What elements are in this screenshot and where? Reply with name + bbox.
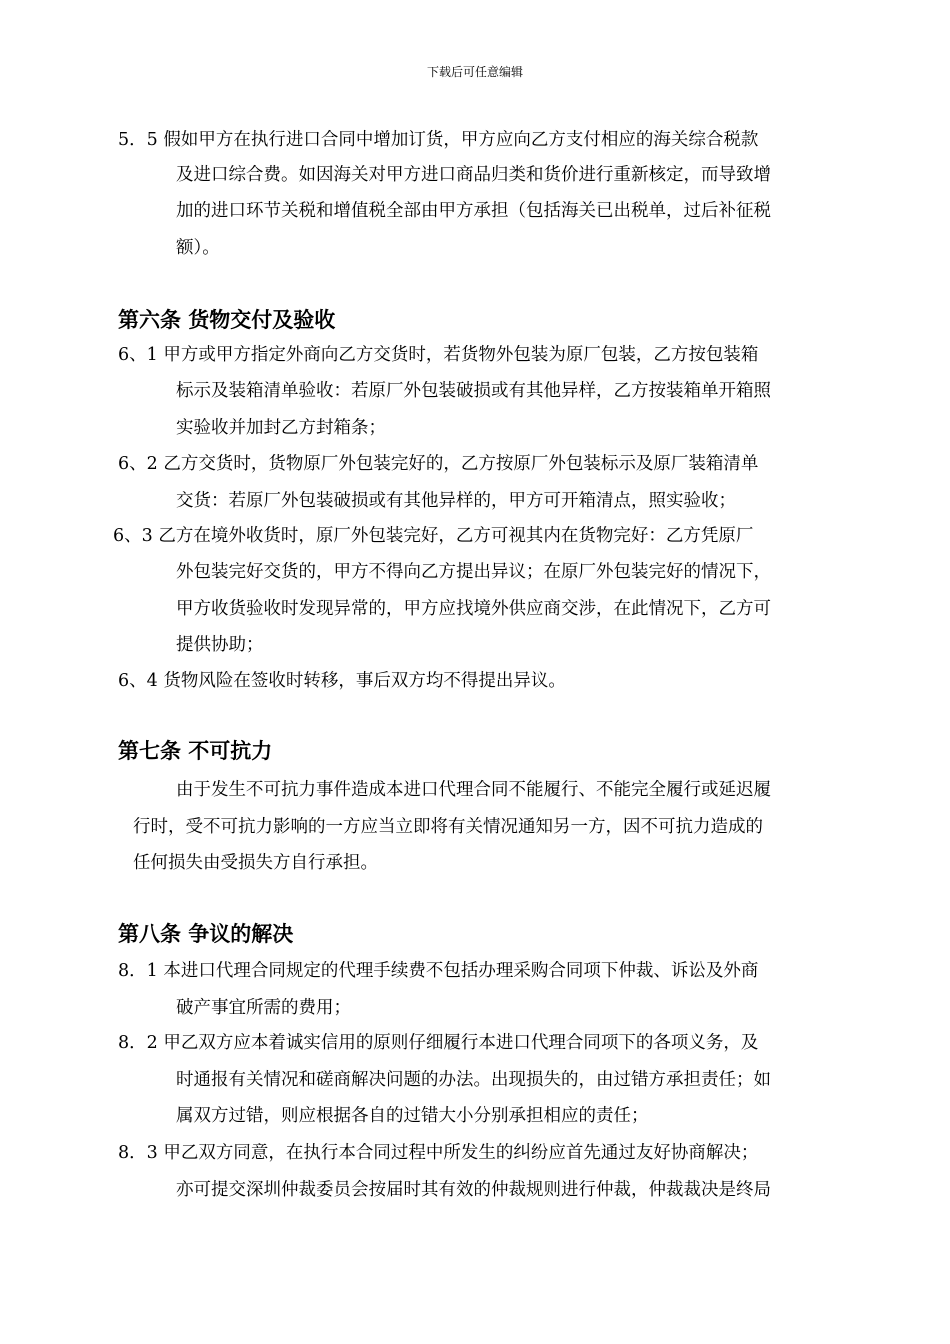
clause-8-2-line-2: 时通报有关情况和磋商解决问题的办法。出现损失的，由过错方承担责任；如 bbox=[176, 1070, 771, 1090]
clause-6-4-line-1: 6、4 货物风险在签收时转移，事后双方均不得提出异议。 bbox=[118, 671, 566, 691]
article-8-heading: 第八条 争议的解决 bbox=[118, 922, 294, 946]
clause-8-3-line-1: 8．3 甲乙双方同意，在执行本合同过程中所发生的纠纷应首先通过友好协商解决； bbox=[118, 1143, 759, 1163]
clause-6-2-line-1: 6、2 乙方交货时，货物原厂外包装完好的，乙方按原厂外包装标示及原厂装箱清单 bbox=[118, 454, 759, 474]
clause-6-1-line-2: 标示及装箱清单验收：若原厂外包装破损或有其他异样，乙方按装箱单开箱照 bbox=[176, 381, 771, 401]
article-6-heading: 第六条 货物交付及验收 bbox=[118, 308, 336, 332]
clause-5-5-line-4: 额）。 bbox=[176, 238, 220, 258]
clause-8-2-line-1: 8．2 甲乙双方应本着诚实信用的原则仔细履行本进口代理合同项下的各项义务，及 bbox=[118, 1033, 759, 1053]
clause-6-2-line-2: 交货：若原厂外包装破损或有其他异样的，甲方可开箱清点，照实验收； bbox=[176, 491, 736, 511]
clause-6-3-line-2: 外包装完好交货的，甲方不得向乙方提出异议；在原厂外包装完好的情况下， bbox=[176, 562, 771, 582]
clause-6-3-line-4: 提供协助； bbox=[176, 635, 264, 655]
clause-8-1-line-1: 8．1 本进口代理合同规定的代理手续费不包括办理采购合同项下仲裁、诉讼及外商 bbox=[118, 961, 759, 981]
clause-6-1-line-1: 6、1 甲方或甲方指定外商向乙方交货时，若货物外包装为原厂包装，乙方按包装箱 bbox=[118, 345, 759, 365]
clause-5-5-line-1: 5．5 假如甲方在执行进口合同中增加订货，甲方应向乙方支付相应的海关综合税款 bbox=[118, 130, 759, 150]
page-header: 下载后可任意编辑 bbox=[426, 65, 523, 79]
clause-5-5-line-3: 加的进口环节关税和增值税全部由甲方承担（包括海关已出税单，过后补征税 bbox=[176, 201, 771, 221]
clause-8-2-line-3: 属双方过错，则应根据各自的过错大小分别承担相应的责任； bbox=[176, 1106, 649, 1126]
clause-8-1-line-2: 破产事宜所需的费用； bbox=[176, 998, 351, 1018]
clause-6-3-line-1: 6、3 乙方在境外收货时，原厂外包装完好，乙方可视其内在货物完好：乙方凭原厂 bbox=[113, 526, 754, 546]
article-7-para-line-2: 行时，受不可抗力影响的一方应当立即将有关情况通知另一方，因不可抗力造成的 bbox=[133, 817, 763, 837]
clause-6-1-line-3: 实验收并加封乙方封箱条； bbox=[176, 418, 386, 438]
clause-5-5-line-2: 及进口综合费。如因海关对甲方进口商品归类和货价进行重新核定，而导致增 bbox=[176, 165, 771, 185]
article-7-heading: 第七条 不可抗力 bbox=[118, 739, 273, 763]
article-7-para-line-1: 由于发生不可抗力事件造成本进口代理合同不能履行、不能完全履行或延迟履 bbox=[176, 780, 771, 800]
clause-8-3-line-2: 亦可提交深圳仲裁委员会按届时其有效的仲裁规则进行仲裁，仲裁裁决是终局 bbox=[176, 1180, 771, 1200]
article-7-para-line-3: 任何损失由受损失方自行承担。 bbox=[133, 853, 378, 873]
clause-6-3-line-3: 甲方收货验收时发现异常的，甲方应找境外供应商交涉，在此情况下，乙方可 bbox=[176, 599, 771, 619]
